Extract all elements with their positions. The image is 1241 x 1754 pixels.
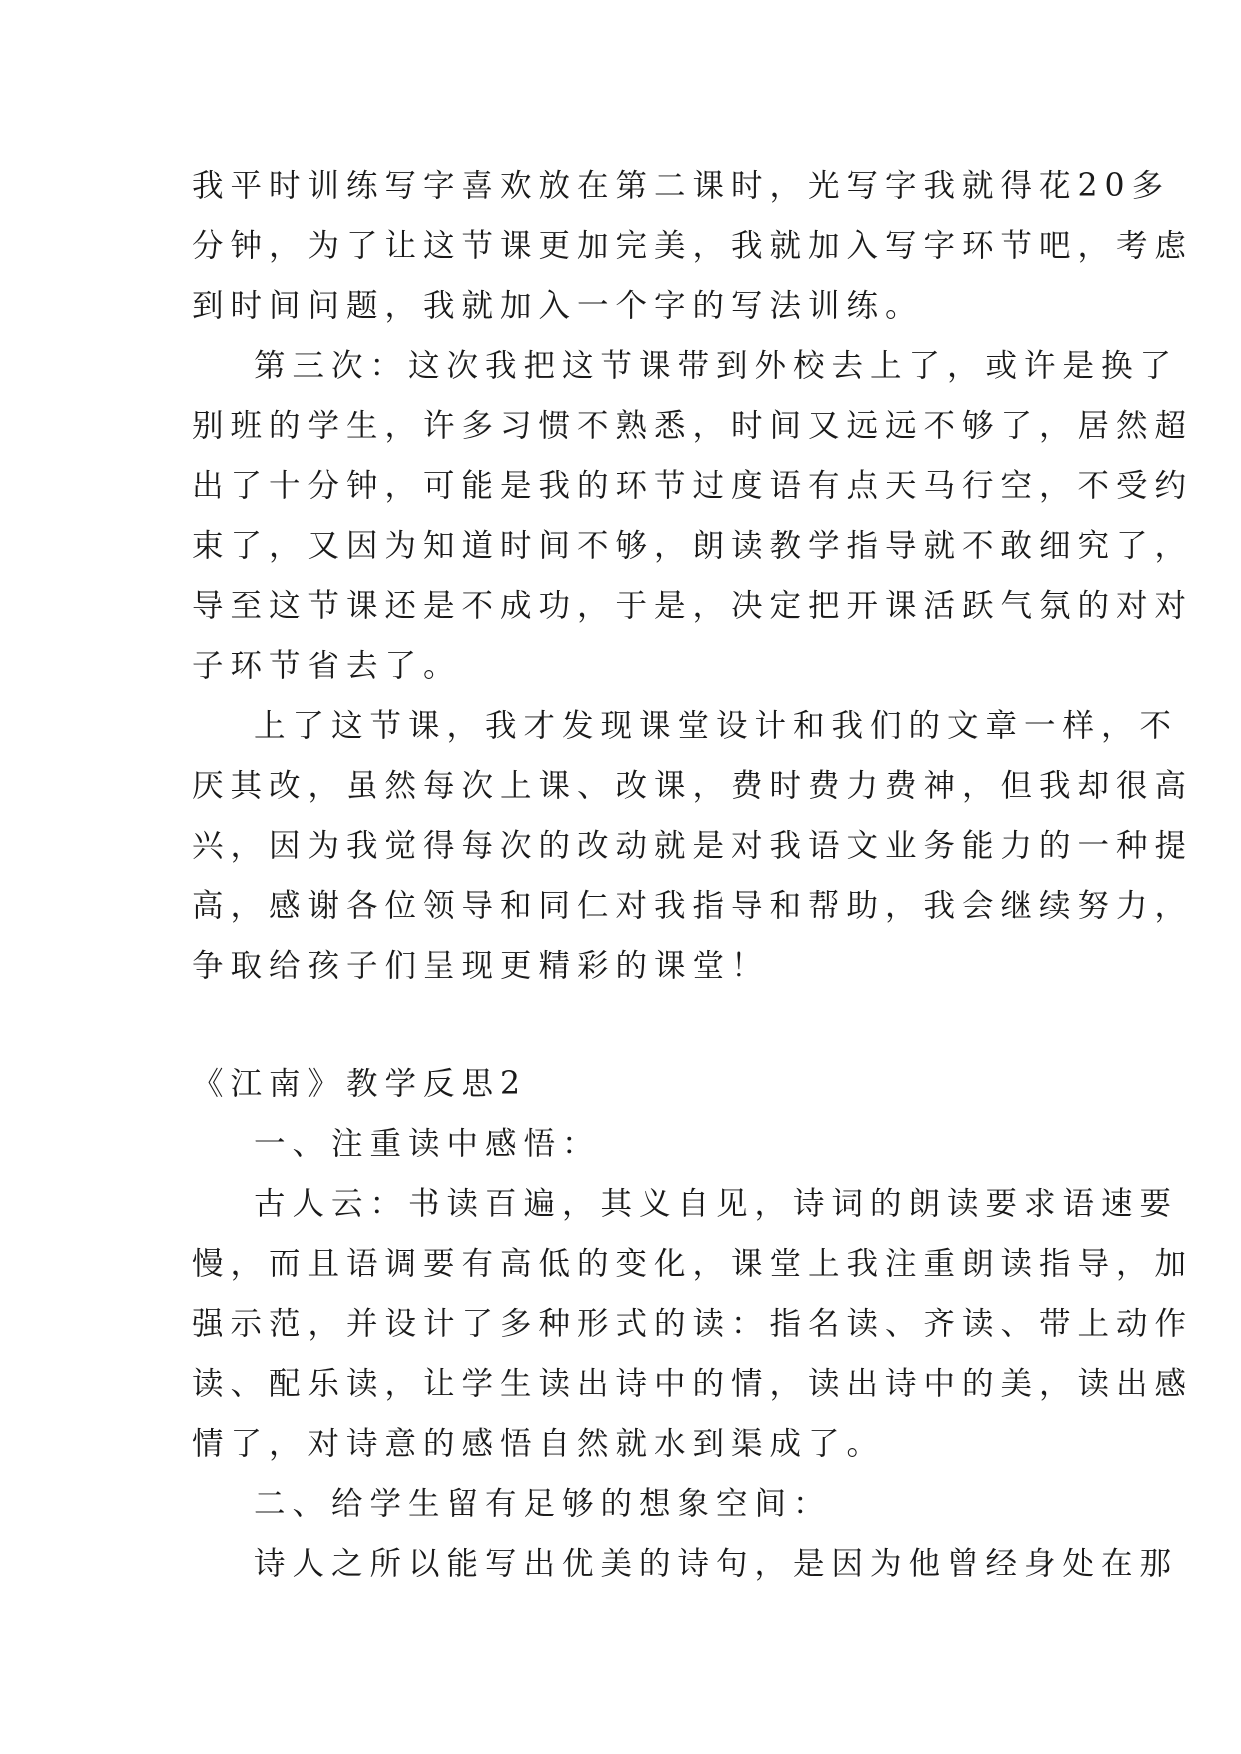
text-line: 慢，而且语调要有高低的变化，课堂上我注重朗读指导，加 xyxy=(192,1246,1194,1282)
subheading-text: 二、给学生留有足够的想象空间： xyxy=(254,1486,832,1522)
text-line: 分钟，为了让这节课更加完美，我就加入写字环节吧，考虑 xyxy=(192,228,1194,264)
text-line: 情了，对诗意的感悟自然就水到渠成了。 xyxy=(192,1426,886,1462)
text-line: 读、配乐读，让学生读出诗中的情，读出诗中的美，读出感 xyxy=(192,1366,1194,1402)
text-line: 我平时训练写字喜欢放在第二课时，光写字我就得花20多 xyxy=(192,168,1171,204)
text-line: 高，感谢各位领导和同仁对我指导和帮助，我会继续努力， xyxy=(192,888,1194,924)
text-line: 厌其改，虽然每次上课、改课，费时费力费神，但我却很高 xyxy=(192,768,1194,804)
text-line: 第三次：这次我把这节课带到外校去上了，或许是换了 xyxy=(254,348,1179,384)
text-line: 古人云：书读百遍，其义自见，诗词的朗读要求语速要 xyxy=(254,1186,1179,1222)
paragraph-conclusion xyxy=(192,696,1194,996)
document-body xyxy=(192,156,1194,1594)
subheading-imagination xyxy=(192,1474,1052,1534)
subheading-reading xyxy=(192,1114,1052,1174)
paragraph-writing-practice xyxy=(192,156,1194,336)
section-title-text: 《江南》教学反思2 xyxy=(192,1066,528,1102)
text-line: 强示范，并设计了多种形式的读：指名读、齐读、带上动作 xyxy=(192,1306,1194,1342)
paragraph-imagination xyxy=(192,1534,1179,1594)
text-line: 争取给孩子们呈现更精彩的课堂！ xyxy=(192,948,770,984)
paragraph-reading xyxy=(192,1174,1194,1474)
text-line: 子环节省去了。 xyxy=(192,648,462,684)
text-line: 上了这节课，我才发现课堂设计和我们的文章一样，不 xyxy=(254,708,1179,744)
section-title xyxy=(192,1054,1052,1114)
subheading-text: 一、注重读中感悟： xyxy=(254,1126,601,1162)
text-line: 诗人之所以能写出优美的诗句，是因为他曾经身处在那 xyxy=(254,1546,1179,1582)
text-line: 兴，因为我觉得每次的改动就是对我语文业务能力的一种提 xyxy=(192,828,1194,864)
text-line: 到时间问题，我就加入一个字的写法训练。 xyxy=(192,288,924,324)
text-line: 导至这节课还是不成功，于是，决定把开课活跃气氛的对对 xyxy=(192,588,1194,624)
text-line: 束了，又因为知道时间不够，朗读教学指导就不敢细究了， xyxy=(192,528,1194,564)
paragraph-third-attempt xyxy=(192,336,1194,696)
text-line: 别班的学生，许多习惯不熟悉，时间又远远不够了，居然超 xyxy=(192,408,1194,444)
text-line: 出了十分钟，可能是我的环节过度语有点天马行空，不受约 xyxy=(192,468,1194,504)
